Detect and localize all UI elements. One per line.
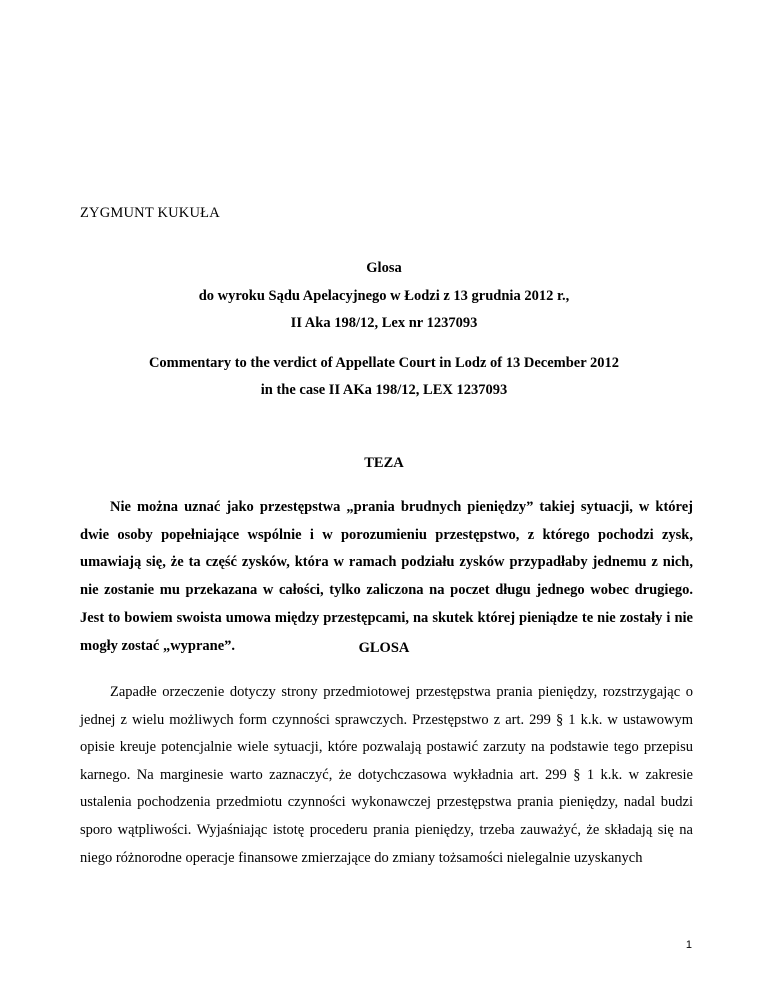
gloss-title-case-number: II Aka 198/12, Lex nr 1237093 bbox=[290, 315, 478, 331]
author-name: ZYGMUNT KUKUŁA bbox=[80, 205, 220, 221]
thesis-heading: TEZA bbox=[364, 455, 404, 471]
gloss-title: Glosa bbox=[366, 260, 402, 276]
thesis-paragraph: Nie można uznać jako przestępstwa „prania brudnych pieniędzy” takiej sytuacji, w której dwie osoby popełniające wspólnie i w porozumieniu przestępstwo, z którego pochodzi zysk, umawiają się, że ta część zysków, która w ramach podziału zysków przypadłaby jednemu z nich, nie zostanie mu przekazana w całości, tylko zaliczona na poczet długu jednego wobec drugiego. Jest to bowiem swoista umowa między przestępcami, na skutek której pieniądze te nie zostały i nie mogły zostać „wyprane”. bbox=[80, 499, 693, 654]
gloss-heading: GLOSA bbox=[358, 640, 410, 656]
page-number: 1 bbox=[685, 939, 692, 951]
gloss-paragraph: Zapadłe orzeczenie dotyczy strony przedmiotowej przestępstwa prania pieniędzy, rozstrzygając o jednej z wielu możliwych form czynności sprawczych. Przestępstwo z art. 299 § 1 k.k. w ustawowym opisie kreuje potencjalnie wiele sytuacji, które pozwalają postawić zarzuty na podstawie tego przepisu karnego. Na marginesie warto zaznaczyć, że dotychczasowa wykładnia art. 299 § 1 k.k. w zakresie ustalenia pochodzenia przedmiotu czynności wykonawczej przestępstwa prania pieniędzy, nadal budzi sporo wątpliwości. Wyjaśniając istotę procederu prania pieniędzy, trzeba zauważyć, że składają się na niego różnorodne operacje finansowe zmierzające do zmiany tożsamości nielegalnie uzyskanych bbox=[80, 684, 693, 866]
english-title-line-1: Commentary to the verdict of Appellate Court in Lodz of 13 December 2012 bbox=[148, 355, 620, 371]
gloss-title-verdict: do wyroku Sądu Apelacyjnego w Łodzi z 13 grudnia 2012 r., bbox=[198, 288, 570, 304]
english-title-line-2: in the case II AKa 198/12, LEX 1237093 bbox=[260, 382, 508, 398]
